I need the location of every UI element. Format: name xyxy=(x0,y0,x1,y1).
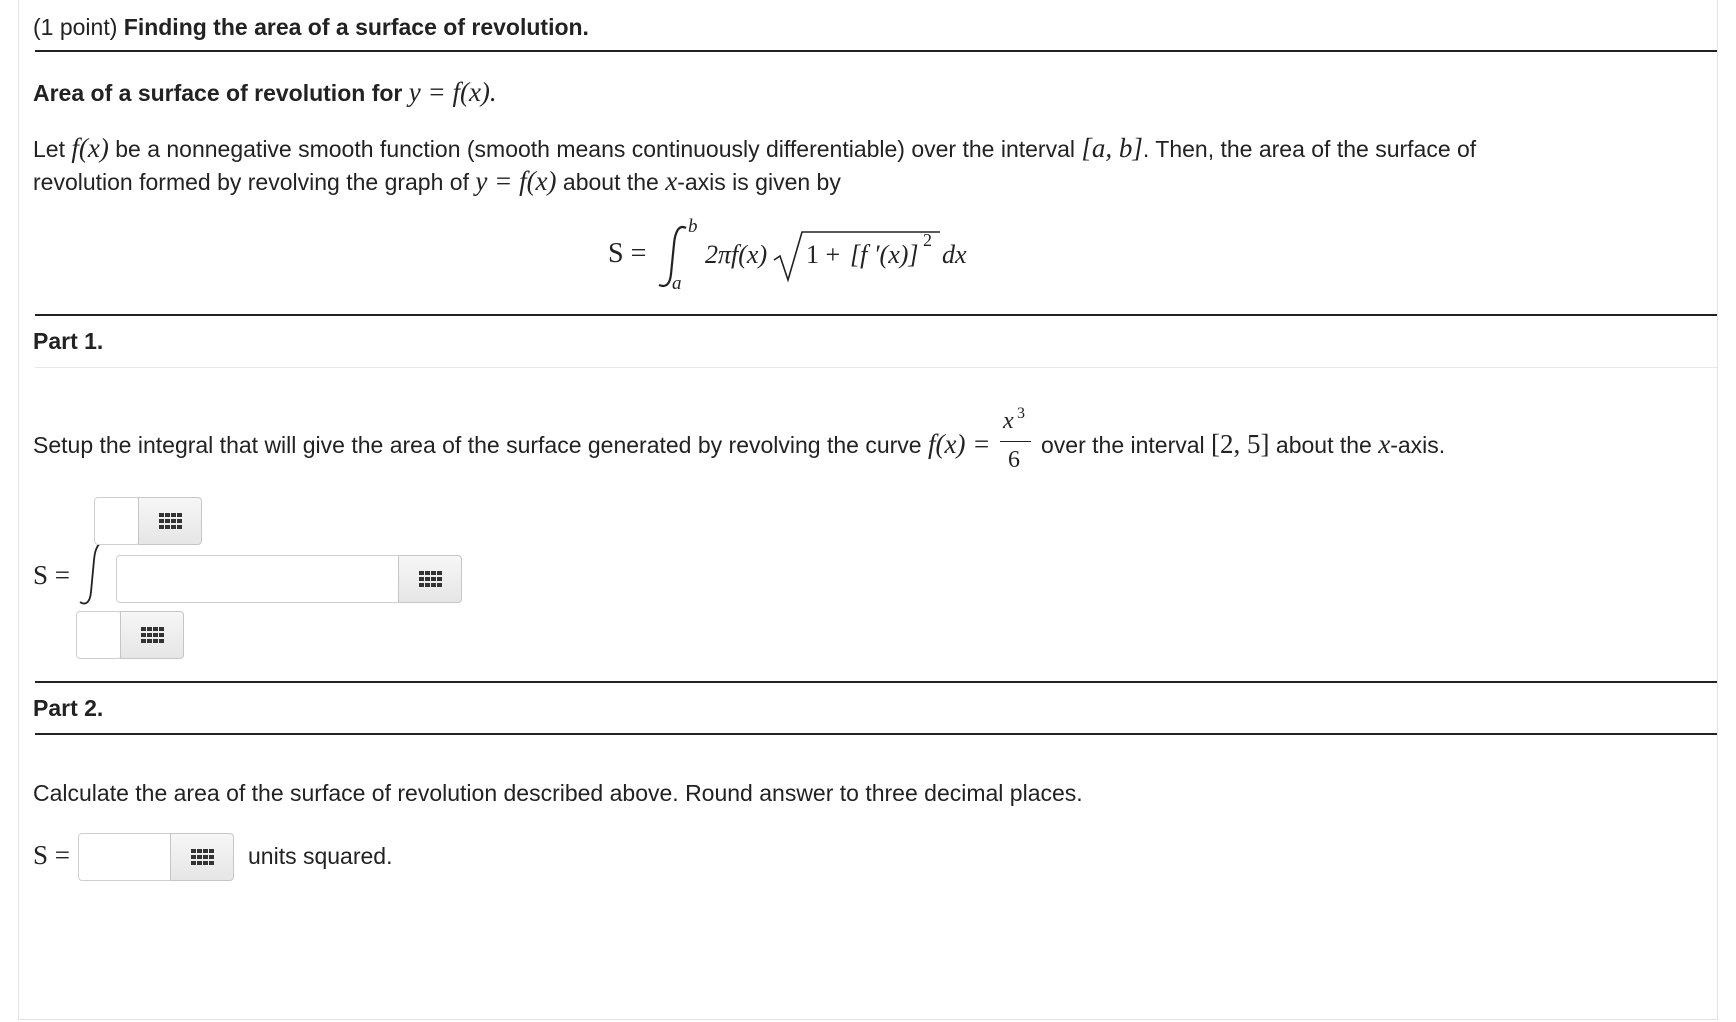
intro-line-2: revolution formed by revolving the graph of y = f(x) about the x-axis is given by xyxy=(33,166,841,196)
part1-label: Part 1. xyxy=(33,328,104,354)
intro-line-1: Let f(x) be a nonnegative smooth function (smooth means continuously differentiable) over the interval [a, b]. Then, the area of the surface of xyxy=(33,133,1477,163)
intro-divider xyxy=(35,314,1717,316)
part1-end-divider xyxy=(35,681,1717,683)
lower-limit-input[interactable] xyxy=(76,611,122,659)
units-label: units squared. xyxy=(248,843,393,869)
part1-prompt-tail: over the interval [2, 5] about the x-axis. xyxy=(1041,429,1446,459)
answer-palette-button[interactable] xyxy=(170,833,234,881)
radicand-one: 1 + xyxy=(806,240,841,269)
math-palette-icon xyxy=(159,513,182,529)
fraction-numerator: x xyxy=(1003,408,1014,434)
math-palette-icon xyxy=(141,627,164,643)
part1-divider xyxy=(35,367,1717,368)
fraction-denominator: 6 xyxy=(1008,447,1020,473)
problem-header xyxy=(33,12,589,42)
surface-area-answer-input[interactable] xyxy=(78,833,174,881)
part2-prompt: Calculate the area of the surface of revolution described above. Round answer to three decimal places. xyxy=(33,780,1083,806)
integrand-palette-button[interactable] xyxy=(398,555,462,603)
upper-limit-b: b xyxy=(688,216,698,237)
math-palette-icon xyxy=(191,849,214,865)
part1-prompt: Setup the integral that will give the area of the surface generated by revolving the curve f(x) = xyxy=(33,429,991,459)
problem-title: Finding the area of a surface of revolution. xyxy=(123,14,589,40)
fraction-bar xyxy=(1000,441,1031,442)
lower-limit-palette-button[interactable] xyxy=(120,611,184,659)
radicand-derivative: [f ′(x)] xyxy=(850,240,919,269)
points-label: (1 point) xyxy=(33,14,118,40)
part2-lhs: S = xyxy=(33,840,70,870)
part2-divider xyxy=(35,733,1717,735)
math-palette-icon xyxy=(419,571,442,587)
upper-limit-palette-button[interactable] xyxy=(138,497,202,545)
answer-integral-icon xyxy=(76,540,110,608)
upper-limit-input[interactable] xyxy=(94,497,140,545)
header-divider xyxy=(35,50,1717,52)
formula-integrand: 2πf(x) xyxy=(705,240,768,269)
formula-exponent: 2 xyxy=(923,230,932,250)
formula-dx: dx xyxy=(942,240,967,269)
integrand-input[interactable] xyxy=(116,555,402,603)
part1-lhs: S = xyxy=(33,560,70,590)
formula-lhs: S = xyxy=(608,238,647,269)
lower-limit-a: a xyxy=(672,273,682,294)
fraction-exponent: 3 xyxy=(1017,405,1025,422)
part2-label: Part 2. xyxy=(33,695,104,721)
intro-heading: Area of a surface of revolution for y = f(x). xyxy=(33,77,497,107)
